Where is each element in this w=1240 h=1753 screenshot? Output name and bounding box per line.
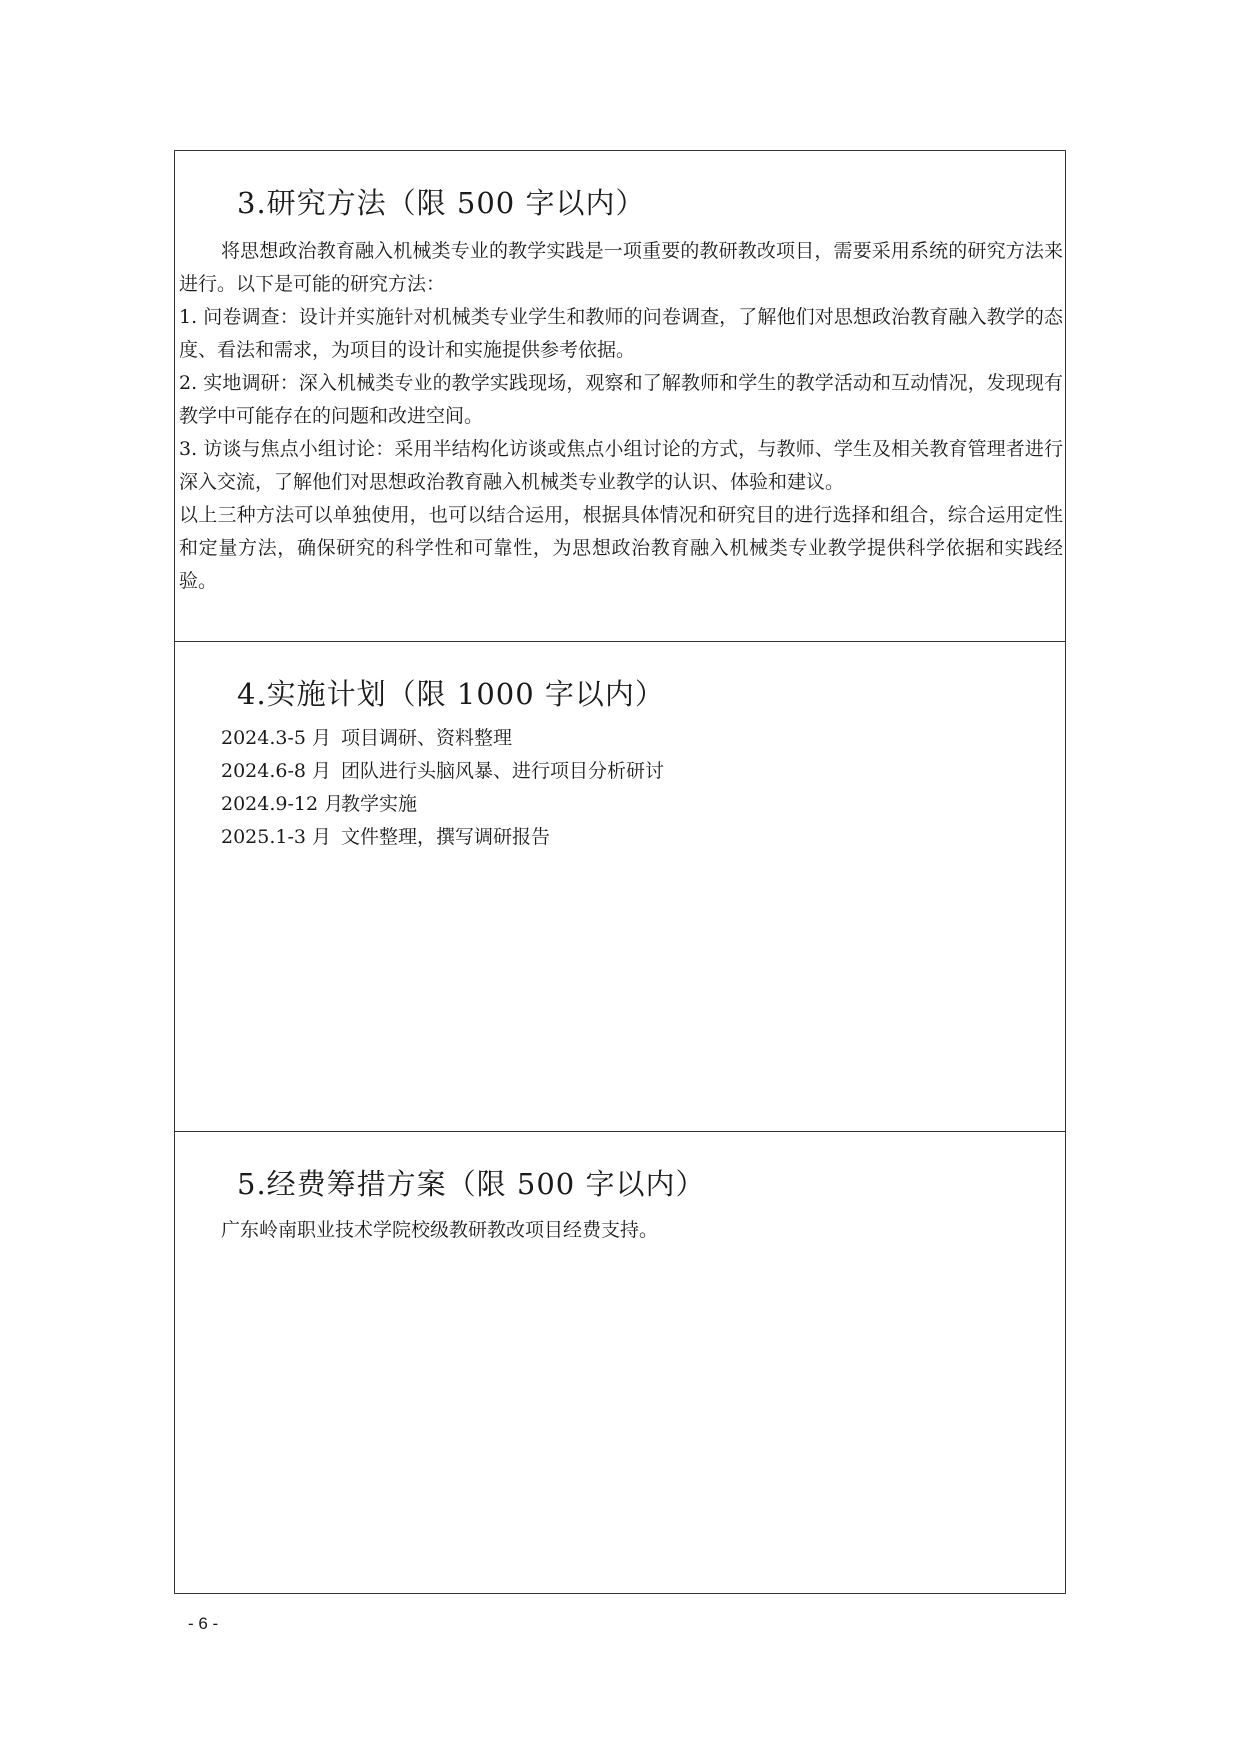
implementation-plan-list: [221, 722, 664, 854]
plan-task: 教学实施: [341, 793, 418, 815]
plan-date: 2025.1-3 月: [221, 826, 332, 848]
application-form-table: [174, 150, 1066, 1594]
research-methods-heading: 3.研究方法（限 500 字以内）: [237, 186, 646, 220]
plan-row: [221, 722, 664, 755]
research-methods-body: [179, 235, 1063, 598]
implementation-plan-heading: 4.实施计划（限 1000 字以内）: [237, 677, 665, 711]
plan-row: [221, 821, 664, 854]
plan-task: 项目调研、资料整理: [341, 727, 513, 749]
funding-plan-text: 广东岭南职业技术学院校级教研教改项目经费支持。: [221, 1219, 659, 1241]
funding-plan-section: [175, 1131, 1065, 1593]
plan-task: 文件整理，撰写调研报告: [341, 826, 551, 848]
implementation-plan-section: [175, 641, 1065, 1131]
plan-date: 2024.6-8 月: [221, 760, 332, 782]
funding-plan-heading: 5.经费筹措方案（限 500 字以内）: [237, 1167, 706, 1201]
research-methods-section: [175, 151, 1065, 641]
method-item-questionnaire: 1. 问卷调查：设计并实施针对机械类专业学生和教师的问卷调查，了解他们对思想政治教育融入教学的态度、看法和需求，为项目的设计和实施提供参考依据。: [179, 306, 1063, 361]
page-number: - 6 -: [188, 1614, 219, 1633]
plan-row: [221, 788, 664, 821]
plan-task: 团队进行头脑风暴、进行项目分析研讨: [341, 760, 665, 782]
method-item-interviews: 3. 访谈与焦点小组讨论：采用半结构化访谈或焦点小组讨论的方式，与教师、学生及相关教育管理者进行深入交流，了解他们对思想政治教育融入机械类专业教学的认识、体验和建议。: [179, 438, 1063, 493]
research-methods-conclusion: 以上三种方法可以单独使用，也可以结合运用，根据具体情况和研究目的进行选择和组合，综合运用定性和定量方法，确保研究的科学性和可靠性，为思想政治教育融入机械类专业教学提供科学依据和实践经验。: [179, 504, 1063, 592]
research-methods-intro: 将思想政治教育融入机械类专业的教学实践是一项重要的教研教改项目，需要采用系统的研究方法来进行。以下是可能的研究方法：: [179, 240, 1063, 295]
plan-date: 2024.3-5 月: [221, 727, 332, 749]
plan-row: [221, 755, 664, 788]
method-item-field-research: 2. 实地调研：深入机械类专业的教学实践现场，观察和了解教师和学生的教学活动和互动情况，发现现有教学中可能存在的问题和改进空间。: [179, 372, 1063, 427]
plan-date: 2024.9-12 月: [221, 793, 344, 815]
